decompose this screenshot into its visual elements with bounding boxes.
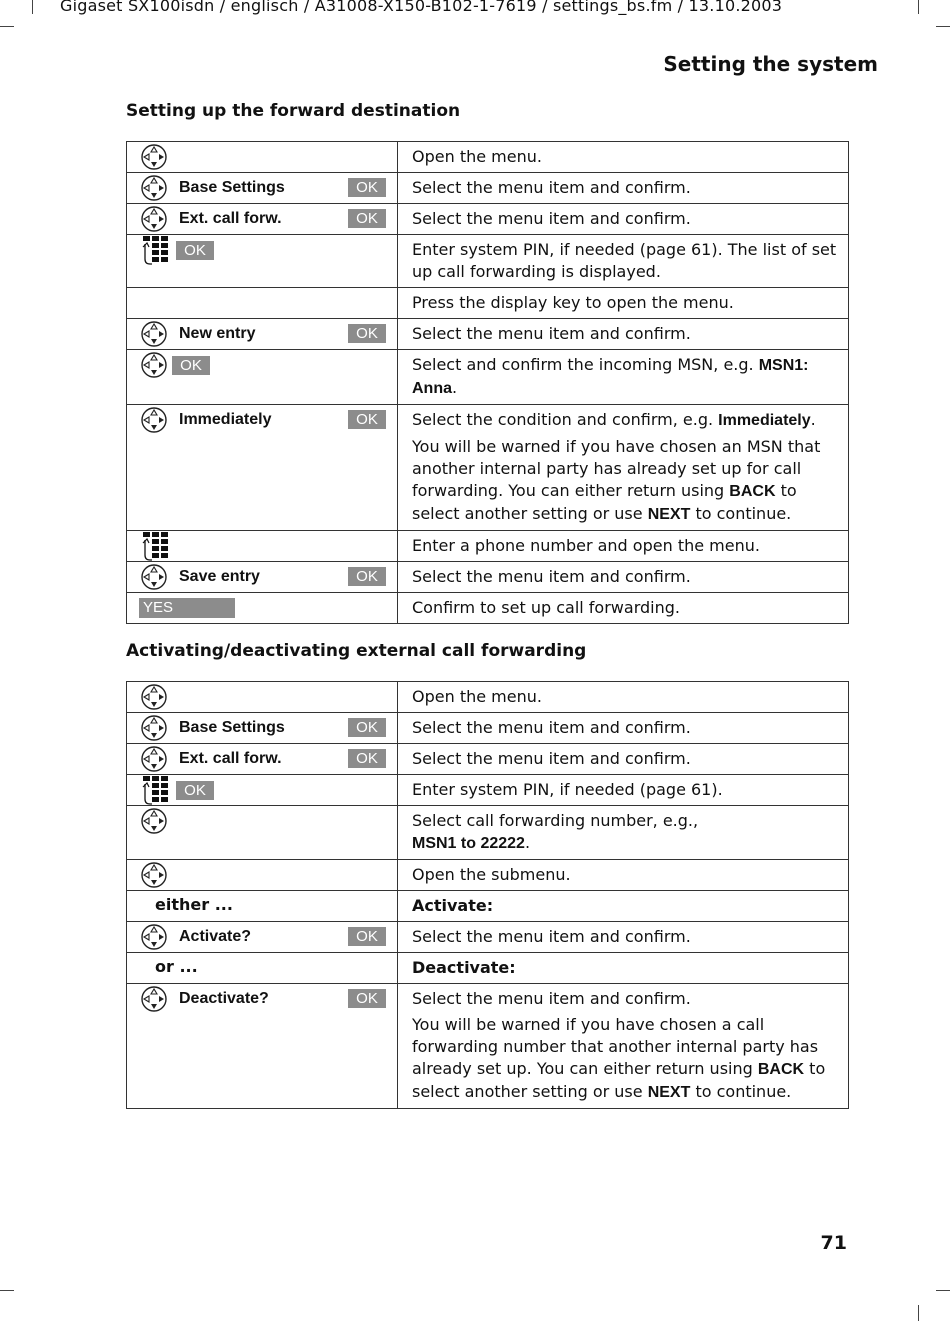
description-text: You will be warned if you have chosen an MSN that another internal party has already set up for call forwarding. You can either return using xyxy=(412,437,821,500)
table-row xyxy=(127,984,849,1109)
menu-item-label: Immediately xyxy=(179,411,272,428)
table-row xyxy=(127,142,849,173)
crop-mark xyxy=(936,26,950,27)
description-text: to select another setting or use xyxy=(412,1059,826,1101)
step-description: Open the submenu. xyxy=(398,860,849,891)
description-text: to select another setting or use xyxy=(412,481,797,523)
menu-item-label: Activate? xyxy=(179,928,252,945)
description-text: . xyxy=(810,410,816,429)
page-title: Setting the system xyxy=(663,52,878,76)
table-row xyxy=(127,775,849,806)
menu-item-label: Base Settings xyxy=(179,179,285,196)
step-description: Select the menu item and confirm. xyxy=(398,562,849,593)
ok-display-key: OK xyxy=(348,718,386,737)
option-or: or ... xyxy=(155,957,198,976)
table-row xyxy=(127,235,849,288)
control-key-icon xyxy=(141,407,167,433)
step-description: Select the menu item and confirm. xyxy=(398,744,849,775)
table-row xyxy=(127,350,849,405)
keypad-icon xyxy=(141,775,171,805)
ok-display-key: OK xyxy=(348,927,386,946)
section-title-forward-destination: Setting up the forward destination xyxy=(126,101,461,121)
description-text: Select the menu item and confirm. xyxy=(412,989,691,1008)
control-key-icon xyxy=(141,808,167,834)
menu-item-label: Deactivate? xyxy=(179,990,269,1007)
option-either: either ... xyxy=(155,895,233,914)
step-description: Enter system PIN, if needed (page 61). xyxy=(398,775,849,806)
table-row xyxy=(127,531,849,562)
keypad-icon xyxy=(141,531,171,561)
table-row xyxy=(127,806,849,860)
running-header: Gigaset SX100isdn / englisch / A31008-X150-B102-1-7619 / settings_bs.fm / 13.10.2003 xyxy=(60,0,783,15)
control-key-icon xyxy=(141,564,167,590)
step-description: Select the menu item and confirm. xyxy=(398,173,849,204)
example-msn: MSN1: Anna xyxy=(412,357,809,397)
option-heading xyxy=(398,891,849,922)
description-text: to continue. xyxy=(690,504,792,523)
page-number: 71 xyxy=(820,1232,847,1254)
ok-display-key: OK xyxy=(348,989,386,1008)
menu-item-label: Base Settings xyxy=(179,719,285,736)
step-description: Select the menu item and confirm. xyxy=(398,319,849,350)
ok-display-key: OK xyxy=(348,749,386,768)
description-text: to continue. xyxy=(690,1082,792,1101)
step-description xyxy=(398,984,849,1109)
control-key-icon xyxy=(141,746,167,772)
table-row xyxy=(127,319,849,350)
crop-mark xyxy=(918,0,919,14)
control-key-icon xyxy=(141,206,167,232)
control-key-icon xyxy=(141,986,167,1012)
crop-mark xyxy=(918,1305,919,1321)
section-title-activate-deactivate: Activating/deactivating external call forwarding xyxy=(126,641,587,661)
step-description: Enter a phone number and open the menu. xyxy=(398,531,849,562)
step-description xyxy=(398,405,849,531)
table-row xyxy=(127,953,849,984)
ok-display-key: OK xyxy=(348,324,386,343)
condition-name: Immediately xyxy=(718,412,811,429)
table-row xyxy=(127,288,849,319)
step-description xyxy=(398,806,849,860)
description-text: Select and confirm the incoming MSN, e.g. xyxy=(412,355,759,374)
ok-display-key: OK xyxy=(348,178,386,197)
table-row xyxy=(127,593,849,624)
table-row xyxy=(127,713,849,744)
step-description: Open the menu. xyxy=(398,682,849,713)
menu-item-label: New entry xyxy=(179,325,256,342)
table-row xyxy=(127,744,849,775)
step-description: Confirm to set up call forwarding. xyxy=(398,593,849,624)
menu-item-label: Ext. call forw. xyxy=(179,750,282,767)
steps-table-forward-destination xyxy=(126,141,849,624)
deactivate-heading: Deactivate: xyxy=(412,958,516,977)
step-description: Select the menu item and confirm. xyxy=(398,204,849,235)
crop-mark xyxy=(936,1290,950,1291)
control-key-icon xyxy=(141,684,167,710)
ok-display-key: OK xyxy=(176,241,214,260)
ok-display-key: OK xyxy=(172,356,210,375)
control-key-icon xyxy=(141,352,167,378)
ok-display-key: OK xyxy=(176,781,214,800)
next-key-name: NEXT xyxy=(647,506,691,523)
back-key-name: BACK xyxy=(757,1061,805,1078)
menu-item-label: Ext. call forw. xyxy=(179,210,282,227)
option-heading xyxy=(398,953,849,984)
ok-display-key: OK xyxy=(348,410,386,429)
crop-mark xyxy=(0,26,14,27)
step-description: Press the display key to open the menu. xyxy=(398,288,849,319)
step-description: Open the menu. xyxy=(398,142,849,173)
table-row xyxy=(127,891,849,922)
description-text: You will be warned if you have chosen a call forwarding number that another internal party has already set up. You can either return using xyxy=(412,1015,819,1078)
control-key-icon xyxy=(141,924,167,950)
control-key-icon xyxy=(141,175,167,201)
table-row xyxy=(127,860,849,891)
keypad-icon xyxy=(141,235,171,265)
activate-heading: Activate: xyxy=(412,896,494,915)
description-text: . xyxy=(524,833,531,852)
ok-display-key: OK xyxy=(348,567,386,586)
control-key-icon xyxy=(141,862,167,888)
crop-mark xyxy=(0,1290,14,1291)
crop-mark xyxy=(32,0,33,14)
table-row xyxy=(127,173,849,204)
step-description: Select the menu item and confirm. xyxy=(398,922,849,953)
table-row xyxy=(127,682,849,713)
control-key-icon xyxy=(141,715,167,741)
menu-item-label: Save entry xyxy=(179,568,260,585)
control-key-icon xyxy=(141,144,167,170)
steps-table-activate-deactivate xyxy=(126,681,849,1109)
example-number: MSN1 to 22222 xyxy=(412,835,525,852)
table-row xyxy=(127,204,849,235)
description-text: . xyxy=(452,378,458,397)
yes-display-key: YES xyxy=(139,598,235,618)
step-description: Enter system PIN, if needed (page 61). The list of set up call forwarding is displayed. xyxy=(398,235,849,288)
back-key-name: BACK xyxy=(729,483,776,500)
step-description: Select the menu item and confirm. xyxy=(398,713,849,744)
table-row xyxy=(127,562,849,593)
step-description xyxy=(398,350,849,405)
control-key-icon xyxy=(141,321,167,347)
ok-display-key: OK xyxy=(348,209,386,228)
table-row xyxy=(127,922,849,953)
table-row xyxy=(127,405,849,531)
description-text: Select call forwarding number, e.g., xyxy=(412,811,699,830)
next-key-name: NEXT xyxy=(647,1084,691,1101)
description-text: Select the condition and confirm, e.g. xyxy=(412,410,719,429)
